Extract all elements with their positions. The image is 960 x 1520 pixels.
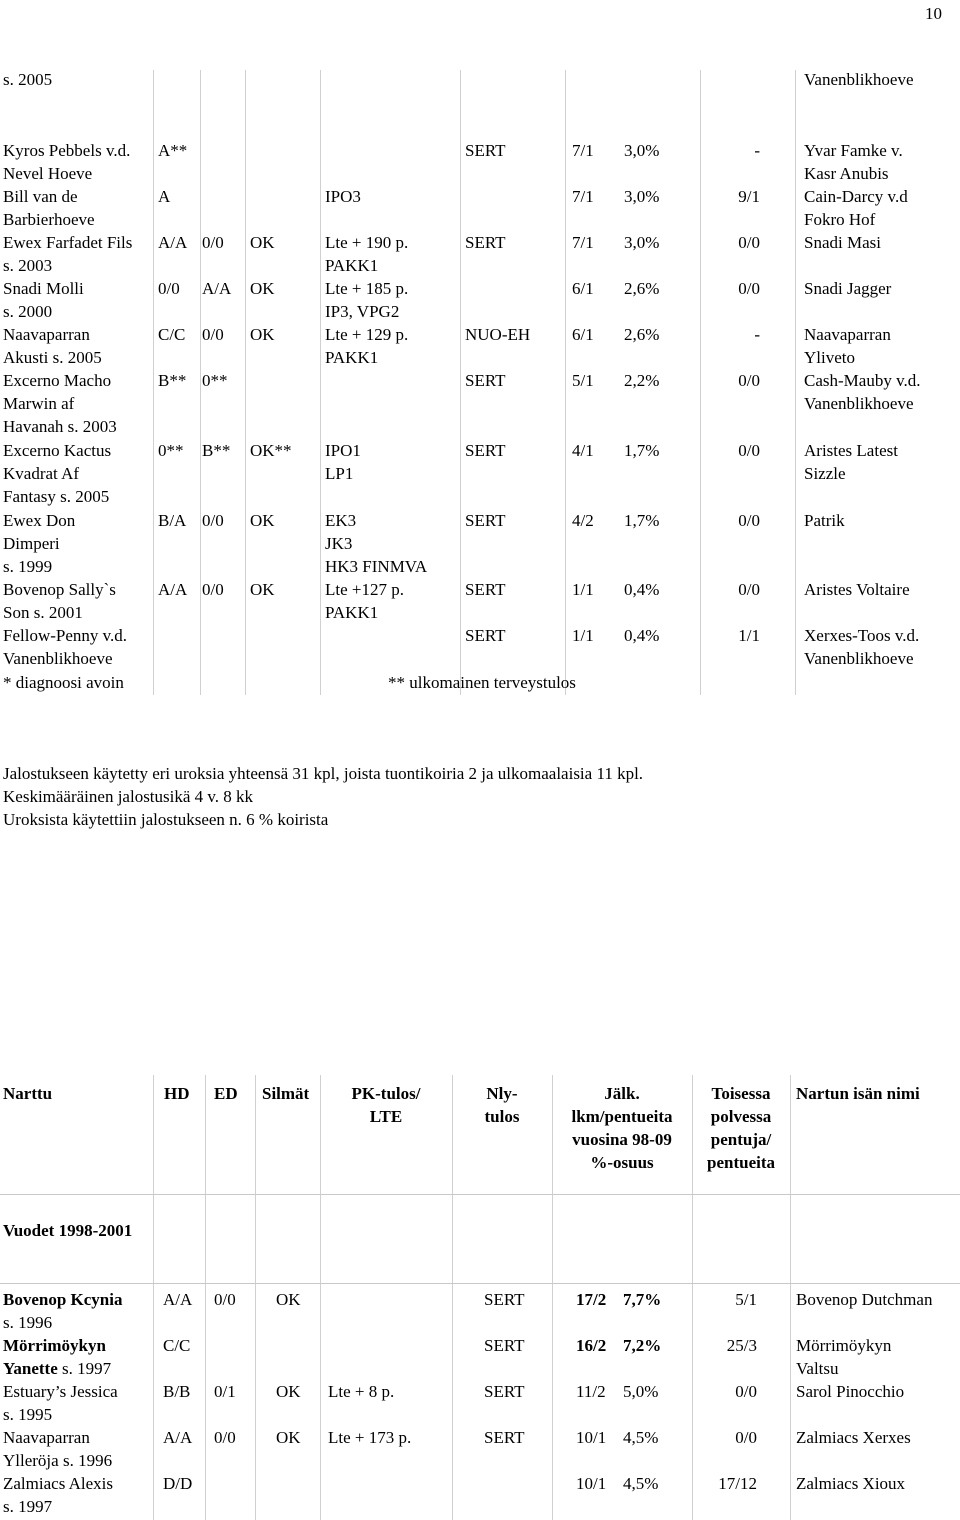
header-second-gen <box>692 1082 790 1174</box>
header-second-gen-line4: pentueita <box>707 1153 775 1172</box>
grid-line <box>700 70 701 695</box>
pk-result <box>325 578 404 624</box>
pk-result: Lte + 173 p. <box>328 1428 412 1447</box>
ed-result: 0/1 <box>214 1382 236 1401</box>
dog-name-line: Kyros Pebbels v.d. <box>3 141 131 160</box>
hd-result: A/A <box>163 1290 193 1309</box>
father-name-line: Aristes Voltaire <box>804 580 910 599</box>
nly-result: SERT <box>465 580 506 599</box>
second-gen-count: 5/1 <box>735 1290 757 1309</box>
father-name-line: Yliveto <box>804 348 855 367</box>
nly-result: SERT <box>465 233 506 252</box>
dog-name <box>3 231 132 277</box>
hd-result: B** <box>158 371 187 390</box>
offspring-count: 7/1 <box>572 141 594 160</box>
offspring-percent: 0,4% <box>624 626 660 645</box>
father-name <box>796 1288 932 1311</box>
grid-line <box>320 70 321 695</box>
dog-name-line: Zalmiacs Alexis <box>3 1474 114 1493</box>
father-name <box>804 509 845 532</box>
nly-result: SERT <box>465 441 506 460</box>
father-name-line: Vanenblikhoeve <box>804 649 914 668</box>
offspring-count: 5/1 <box>572 371 594 390</box>
pk-result <box>325 185 361 208</box>
grid-line <box>245 70 246 695</box>
second-gen-count: - <box>754 325 760 344</box>
hd-result: A/A <box>158 580 188 599</box>
dog-name-line: Dimperi <box>3 534 60 553</box>
offspring-count: 11/2 <box>576 1382 606 1401</box>
pk-result <box>325 439 361 485</box>
dog-name-line: Estuary’s Jessica <box>3 1382 118 1401</box>
hd-result: D/D <box>163 1474 193 1493</box>
dog-name <box>3 1426 112 1472</box>
header-offspring-line3: vuosina 98-09 <box>572 1130 672 1149</box>
pk-result-line: PAKK1 <box>325 348 379 367</box>
eye-result: OK <box>250 279 275 298</box>
offspring-count: 1/1 <box>572 580 594 599</box>
pk-result-line: LP1 <box>325 464 354 483</box>
father-name-line: Snadi Jagger <box>804 279 892 298</box>
father-name-line: Sizzle <box>804 464 846 483</box>
father-name-line: Fokro Hof <box>804 210 876 229</box>
dog-name-line: Vanenblikhoeve <box>3 649 113 668</box>
pk-result-line: IPO3 <box>325 187 361 206</box>
nly-result: SERT <box>484 1428 525 1447</box>
ed-result: 0/0 <box>202 511 224 530</box>
footnote-foreign-result: ** ulkomainen terveystulos <box>388 673 576 692</box>
ed-result: 0** <box>202 371 228 390</box>
header-offspring <box>552 1082 692 1174</box>
father-name <box>796 1380 904 1403</box>
grid-line <box>0 1194 960 1195</box>
second-gen-count: 0/0 <box>738 580 760 599</box>
dog-name-line: s. 1999 <box>3 557 53 576</box>
grid-line <box>565 70 566 695</box>
father-name-line: Zalmiacs Xerxes <box>796 1428 911 1447</box>
grid-line <box>153 1075 154 1520</box>
header-offspring-line4: %-osuus <box>590 1153 654 1172</box>
eye-result: OK <box>276 1290 301 1309</box>
header-second-gen-line2: polvessa <box>710 1107 772 1126</box>
father-name-line: Kasr Anubis <box>804 164 889 183</box>
father-name-line: Yvar Famke v. <box>804 141 903 160</box>
offspring-percent: 0,4% <box>624 580 660 599</box>
dog-name-line: Akusti s. 2005 <box>3 348 102 367</box>
dog-name-line <box>3 1334 111 1357</box>
eye-result: OK** <box>250 441 292 460</box>
second-gen-count: 0/0 <box>738 441 760 460</box>
pk-result-line: Lte + 129 p. <box>325 325 409 344</box>
dog-name-line: Kvadrat Af <box>3 464 80 483</box>
second-gen-count: 0/0 <box>738 233 760 252</box>
ed-result: 0/0 <box>214 1290 236 1309</box>
header-offspring-line2: lkm/pentueita <box>571 1107 673 1126</box>
pk-result-line: EK3 <box>325 511 357 530</box>
header-pk-lte <box>320 1082 452 1128</box>
dog-name-line: Fellow-Penny v.d. <box>3 626 128 645</box>
grid-line <box>320 1075 321 1520</box>
father-name <box>804 323 891 369</box>
father-name-line: Sarol Pinocchio <box>796 1382 905 1401</box>
pk-result-line: JK3 <box>325 534 353 553</box>
father-name <box>804 439 898 485</box>
father-name-line: Aristes Latest <box>804 441 898 460</box>
pk-result <box>325 277 408 323</box>
dog-name-line: Naavaparran <box>3 325 90 344</box>
second-gen-count: 9/1 <box>738 187 760 206</box>
dog-name-line: Havanah s. 2003 <box>3 417 117 436</box>
grid-line <box>255 1075 256 1520</box>
offspring-count: 10/1 <box>576 1474 607 1493</box>
nly-result: SERT <box>484 1336 525 1355</box>
second-gen-count: 0/0 <box>738 279 760 298</box>
hd-result: A** <box>158 141 188 160</box>
ed-result: 0/0 <box>202 233 224 252</box>
dog-name <box>3 185 95 231</box>
dog-name-line: s. 1997 <box>3 1497 53 1516</box>
offspring-count: 6/1 <box>572 325 594 344</box>
header-father: Nartun isän nimi <box>796 1084 920 1103</box>
offspring-percent: 1,7% <box>624 441 660 460</box>
nly-result: NUO-EH <box>465 325 531 344</box>
dog-name <box>3 1472 113 1518</box>
offspring-count: 1/1 <box>572 626 594 645</box>
dog-name-line: Bovenop Sally`s <box>3 580 116 599</box>
ed-result: B** <box>202 441 231 460</box>
page-number: 10 <box>925 4 942 23</box>
nly-result: SERT <box>465 626 506 645</box>
pk-result-line: HK3 FINMVA <box>325 557 428 576</box>
offspring-count: 7/1 <box>572 233 594 252</box>
summary-line-sires: Jalostukseen käytetty eri uroksia yhteensä 31 kpl, joista tuontikoiria 2 ja ulkomaalaisia 11 kpl. <box>3 764 644 783</box>
offspring-count: 4/2 <box>572 511 594 530</box>
nly-result: SERT <box>465 511 506 530</box>
hd-result: A <box>158 187 171 206</box>
father-name <box>804 277 891 300</box>
header-hd: HD <box>164 1084 190 1103</box>
dog-name-bold: Bovenop Kcynia <box>3 1290 123 1309</box>
father-name-line: Cash-Mauby v.d. <box>804 371 921 390</box>
offspring-percent: 3,0% <box>624 187 660 206</box>
eye-result: OK <box>276 1428 301 1447</box>
pk-result-line: IP3, VPG2 <box>325 302 400 321</box>
offspring-percent: 3,0% <box>624 233 660 252</box>
father-name <box>796 1334 891 1380</box>
second-gen-count: 0/0 <box>738 371 760 390</box>
offspring-count: 4/1 <box>572 441 594 460</box>
nly-result: SERT <box>465 371 506 390</box>
grid-line <box>790 1075 791 1520</box>
dog-name <box>3 578 116 624</box>
top-table-header-left: s. 2005 <box>3 70 53 89</box>
offspring-count: 17/2 <box>576 1290 607 1309</box>
second-gen-count: 1/1 <box>738 626 760 645</box>
dog-name-line: s. 1996 <box>3 1313 53 1332</box>
dog-name-line: Excerno Kactus <box>3 441 112 460</box>
father-name-line: Naavaparran <box>804 325 891 344</box>
eye-result: OK <box>250 511 275 530</box>
offspring-percent: 7,7% <box>623 1290 662 1309</box>
father-name <box>804 369 920 415</box>
offspring-percent: 2,2% <box>624 371 660 390</box>
dog-name <box>3 277 84 323</box>
pk-result-line: Lte + 185 p. <box>325 279 409 298</box>
dog-name <box>3 624 127 670</box>
header-ed: ED <box>214 1084 238 1103</box>
dog-name-line: Yanette s. 1997 <box>3 1359 112 1378</box>
father-name <box>804 231 881 254</box>
summary-line-percentage: Uroksista käytettiin jalostukseen n. 6 % koirista <box>3 810 329 829</box>
nly-result: SERT <box>484 1382 525 1401</box>
father-name-line: Vanenblikhoeve <box>804 394 914 413</box>
father-name-line: Cain-Darcy v.d <box>804 187 908 206</box>
offspring-percent: 4,5% <box>623 1474 659 1493</box>
offspring-count: 16/2 <box>576 1336 607 1355</box>
hd-result: A/A <box>163 1428 193 1447</box>
nly-result: SERT <box>484 1290 525 1309</box>
pk-result-line: IPO1 <box>325 441 361 460</box>
pk-result-line: Lte +127 p. <box>325 580 404 599</box>
hd-result: 0/0 <box>158 279 180 298</box>
second-gen-count: 17/12 <box>718 1474 757 1493</box>
dog-name <box>3 1288 123 1334</box>
father-name-line: Mörrimöykyn <box>796 1336 892 1355</box>
dog-name <box>3 139 130 185</box>
dog-name-line: Excerno Macho <box>3 371 112 390</box>
top-table-header-father: Vanenblikhoeve <box>804 70 914 89</box>
pk-result-line: PAKK1 <box>325 603 379 622</box>
footnote-diagnosis-open: * diagnoosi avoin <box>3 673 124 692</box>
father-name <box>796 1472 905 1495</box>
hd-result: C/C <box>163 1336 191 1355</box>
header-pk-line: PK-tulos/ <box>351 1084 421 1103</box>
dog-name-line: Snadi Molli <box>3 279 84 298</box>
pk-result: Lte + 8 p. <box>328 1382 395 1401</box>
offspring-percent: 1,7% <box>624 511 660 530</box>
dog-name-line <box>3 1288 123 1311</box>
ed-result: 0/0 <box>202 325 224 344</box>
eye-result: OK <box>250 325 275 344</box>
pk-result-line: Lte + 190 p. <box>325 233 409 252</box>
grid-line <box>460 70 461 695</box>
father-name-line: Zalmiacs Xioux <box>796 1474 906 1493</box>
dog-name-line: s. 2003 <box>3 256 53 275</box>
pk-result <box>325 323 408 369</box>
dog-name-line: Ewex Farfadet Fils <box>3 233 133 252</box>
header-narttu: Narttu <box>3 1084 53 1103</box>
dog-name <box>3 439 111 508</box>
hd-result: C/C <box>158 325 186 344</box>
offspring-count: 10/1 <box>576 1428 607 1447</box>
second-gen-count: 0/0 <box>735 1382 757 1401</box>
grid-line <box>452 1075 453 1520</box>
father-name-line: Patrik <box>804 511 845 530</box>
dog-name-line: Bill van de <box>3 187 78 206</box>
eye-result: OK <box>276 1382 301 1401</box>
father-name-line: Xerxes-Toos v.d. <box>804 626 920 645</box>
dog-name-line: Ewex Don <box>3 511 76 530</box>
dog-name-line: Barbierhoeve <box>3 210 95 229</box>
father-name <box>804 624 919 670</box>
dog-name <box>3 1380 118 1426</box>
header-offspring-line1: Jälk. <box>604 1084 640 1103</box>
summary-line-avg-age: Keskimääräinen jalostusikä 4 v. 8 kk <box>3 787 254 806</box>
dog-name-line: Son s. 2001 <box>3 603 83 622</box>
father-name-line: Snadi Masi <box>804 233 881 252</box>
header-nly <box>452 1082 552 1128</box>
header-second-gen-line3: pentuja/ <box>710 1130 772 1149</box>
hd-result: A/A <box>158 233 188 252</box>
dog-name-line: Nevel Hoeve <box>3 164 93 183</box>
second-gen-count: 0/0 <box>735 1428 757 1447</box>
offspring-percent: 3,0% <box>624 141 660 160</box>
dog-name-line: s. 2000 <box>3 302 53 321</box>
header-second-gen-line1: Toisessa <box>711 1084 771 1103</box>
dog-name <box>3 323 102 369</box>
father-name <box>804 185 908 231</box>
header-lte-line: LTE <box>369 1107 403 1126</box>
father-name <box>804 139 903 185</box>
dog-name <box>3 369 117 438</box>
grid-line <box>205 1075 206 1520</box>
father-name-line: Bovenop Dutchman <box>796 1290 933 1309</box>
pk-result-line: PAKK1 <box>325 256 379 275</box>
second-gen-count: - <box>754 141 760 160</box>
father-name <box>796 1426 911 1449</box>
dog-name-bold: Yanette <box>3 1359 58 1378</box>
dog-name-line: Fantasy s. 2005 <box>3 487 110 506</box>
dog-name-line: Marwin af <box>3 394 75 413</box>
dog-name-line: Naavaparran <box>3 1428 90 1447</box>
eye-result: OK <box>250 233 275 252</box>
grid-line <box>153 70 154 695</box>
period-label: Vuodet 1998-2001 <box>3 1221 133 1240</box>
ed-result: 0/0 <box>214 1428 236 1447</box>
second-gen-count: 25/3 <box>726 1336 757 1355</box>
dog-name-line: Ylleröja s. 1996 <box>3 1451 113 1470</box>
dog-name-line: s. 1995 <box>3 1405 53 1424</box>
ed-result: A/A <box>202 279 232 298</box>
grid-line <box>200 70 201 695</box>
grid-line <box>795 70 796 695</box>
nly-result: SERT <box>465 141 506 160</box>
offspring-percent: 2,6% <box>624 279 660 298</box>
father-name <box>804 578 910 601</box>
dog-name-bold: Mörrimöykyn <box>3 1336 106 1355</box>
grid-line <box>0 1283 960 1284</box>
header-eyes: Silmät <box>262 1084 310 1103</box>
offspring-percent: 2,6% <box>624 325 660 344</box>
header-nly-line1: Nly- <box>486 1084 518 1103</box>
dog-name <box>3 509 75 578</box>
offspring-count: 6/1 <box>572 279 594 298</box>
offspring-percent: 4,5% <box>623 1428 659 1447</box>
father-name-line: Valtsu <box>796 1359 839 1378</box>
ed-result: 0/0 <box>202 580 224 599</box>
pk-result <box>325 231 408 277</box>
offspring-count: 7/1 <box>572 187 594 206</box>
hd-result: B/B <box>163 1382 191 1401</box>
dog-name <box>3 1334 111 1380</box>
offspring-percent: 7,2% <box>623 1336 662 1355</box>
eye-result: OK <box>250 580 275 599</box>
pk-result <box>325 509 427 578</box>
header-nly-line2: tulos <box>484 1107 520 1126</box>
hd-result: B/A <box>158 511 187 530</box>
hd-result: 0** <box>158 441 184 460</box>
offspring-percent: 5,0% <box>623 1382 659 1401</box>
second-gen-count: 0/0 <box>738 511 760 530</box>
